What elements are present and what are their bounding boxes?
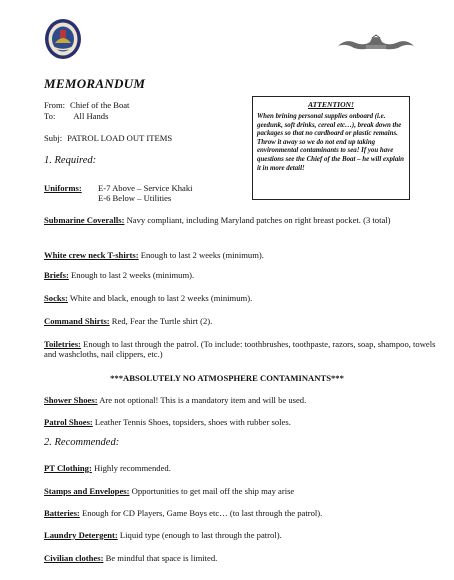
from-label: From: (44, 100, 66, 110)
to-value: All Hands (73, 111, 109, 121)
ship-crest-logo (44, 18, 82, 60)
item-text: White and black, enough to last 2 weeks (minimum). (67, 293, 253, 303)
attention-text: When brining personal supplies onboard (i.e. geedunk, soft drinks, cereal etc…), break down the packages so that no cardboard or plastic remains. Throw it away so we do not end up taking environmental contaminants to sea! If you have questions see the Chief of the Boat – he will explain it in more detail! (257, 113, 405, 172)
item-label: Batteries: (44, 508, 80, 518)
item-stamps (44, 486, 294, 496)
item-text: Red, Fear the Turtle shirt (2). (109, 316, 213, 326)
subj-value: PATROL LOAD OUT ITEMS (67, 133, 173, 143)
item-text: Enough to last 2 weeks (minimum). (138, 250, 264, 260)
item-label: Laundry Detergent: (44, 530, 118, 540)
item-label: Civilian clothes: (44, 553, 104, 563)
item-text: Navy compliant, including Maryland patches on right breast pocket. (3 total) (124, 215, 391, 225)
item-toiletries (44, 339, 442, 359)
item-text: Liquid type (enough to last through the patrol). (117, 530, 282, 540)
item-label: Patrol Shoes: (44, 417, 93, 427)
item-text: Are not optional! This is a mandatory item and will be used. (97, 395, 307, 405)
from-value: Chief of the Boat (70, 100, 130, 110)
submarine-dolphins-insignia (336, 34, 416, 54)
item-tshirts (44, 250, 264, 260)
item-label: Briefs: (44, 270, 69, 280)
item-text: Highly recommended. (91, 463, 171, 473)
item-label: PT Clothing: (44, 463, 92, 473)
item-shower-shoes (44, 395, 306, 405)
item-socks (44, 293, 252, 303)
item-coveralls (44, 215, 442, 225)
uniforms-label: Uniforms: (44, 183, 82, 193)
item-label: Shower Shoes: (44, 395, 98, 405)
item-label: Command Shirts: (44, 316, 110, 326)
item-label: Toiletries: (44, 339, 81, 349)
from-line (44, 100, 129, 110)
section-required-title: 1. Required: (44, 155, 97, 166)
item-text: Enough to last through the patrol. (To include: toothbrushes, toothpaste, razors, soap, shampoo, towels and washcloths, nail clippers, etc.) (44, 339, 436, 359)
section-recommended-title: 2. Recommended: (44, 437, 120, 448)
item-label: Socks: (44, 293, 68, 303)
item-text: Enough to last 2 weeks (minimum). (68, 270, 195, 280)
item-label: Submarine Coveralls: (44, 215, 125, 225)
memo-title: MEMORANDUM (44, 76, 146, 91)
item-civilian-clothes (44, 553, 217, 563)
item-text: Opportunities to get mail off the ship may arise (129, 486, 295, 496)
subj-label: Subj: (44, 133, 63, 143)
item-text: Leather Tennis Shoes, topsiders, shoes with rubber soles. (92, 417, 291, 427)
item-batteries (44, 508, 322, 518)
contaminants-warning: ***ABSOLUTELY NO ATMOSPHERE CONTAMINANTS*** (110, 373, 344, 383)
item-patrol-shoes (44, 417, 291, 427)
to-line (44, 111, 108, 121)
subj-line (44, 133, 172, 143)
item-pt-clothing (44, 463, 171, 473)
item-briefs (44, 270, 194, 280)
attention-box (252, 96, 410, 200)
uniforms-line-2: E-6 Below – Utilities (98, 193, 172, 203)
uniforms-line-1: E-7 Above – Service Khaki (98, 183, 193, 193)
item-label: Stamps and Envelopes: (44, 486, 130, 496)
item-command-shirts (44, 316, 212, 326)
item-label: White crew neck T-shirts: (44, 250, 139, 260)
attention-title: ATTENTION! (308, 100, 354, 109)
item-text: Be mindful that space is limited. (103, 553, 218, 563)
to-label: To: (44, 111, 56, 121)
item-text: Enough for CD Players, Game Boys etc… (to last through the patrol). (79, 508, 323, 518)
item-laundry-detergent (44, 530, 282, 540)
